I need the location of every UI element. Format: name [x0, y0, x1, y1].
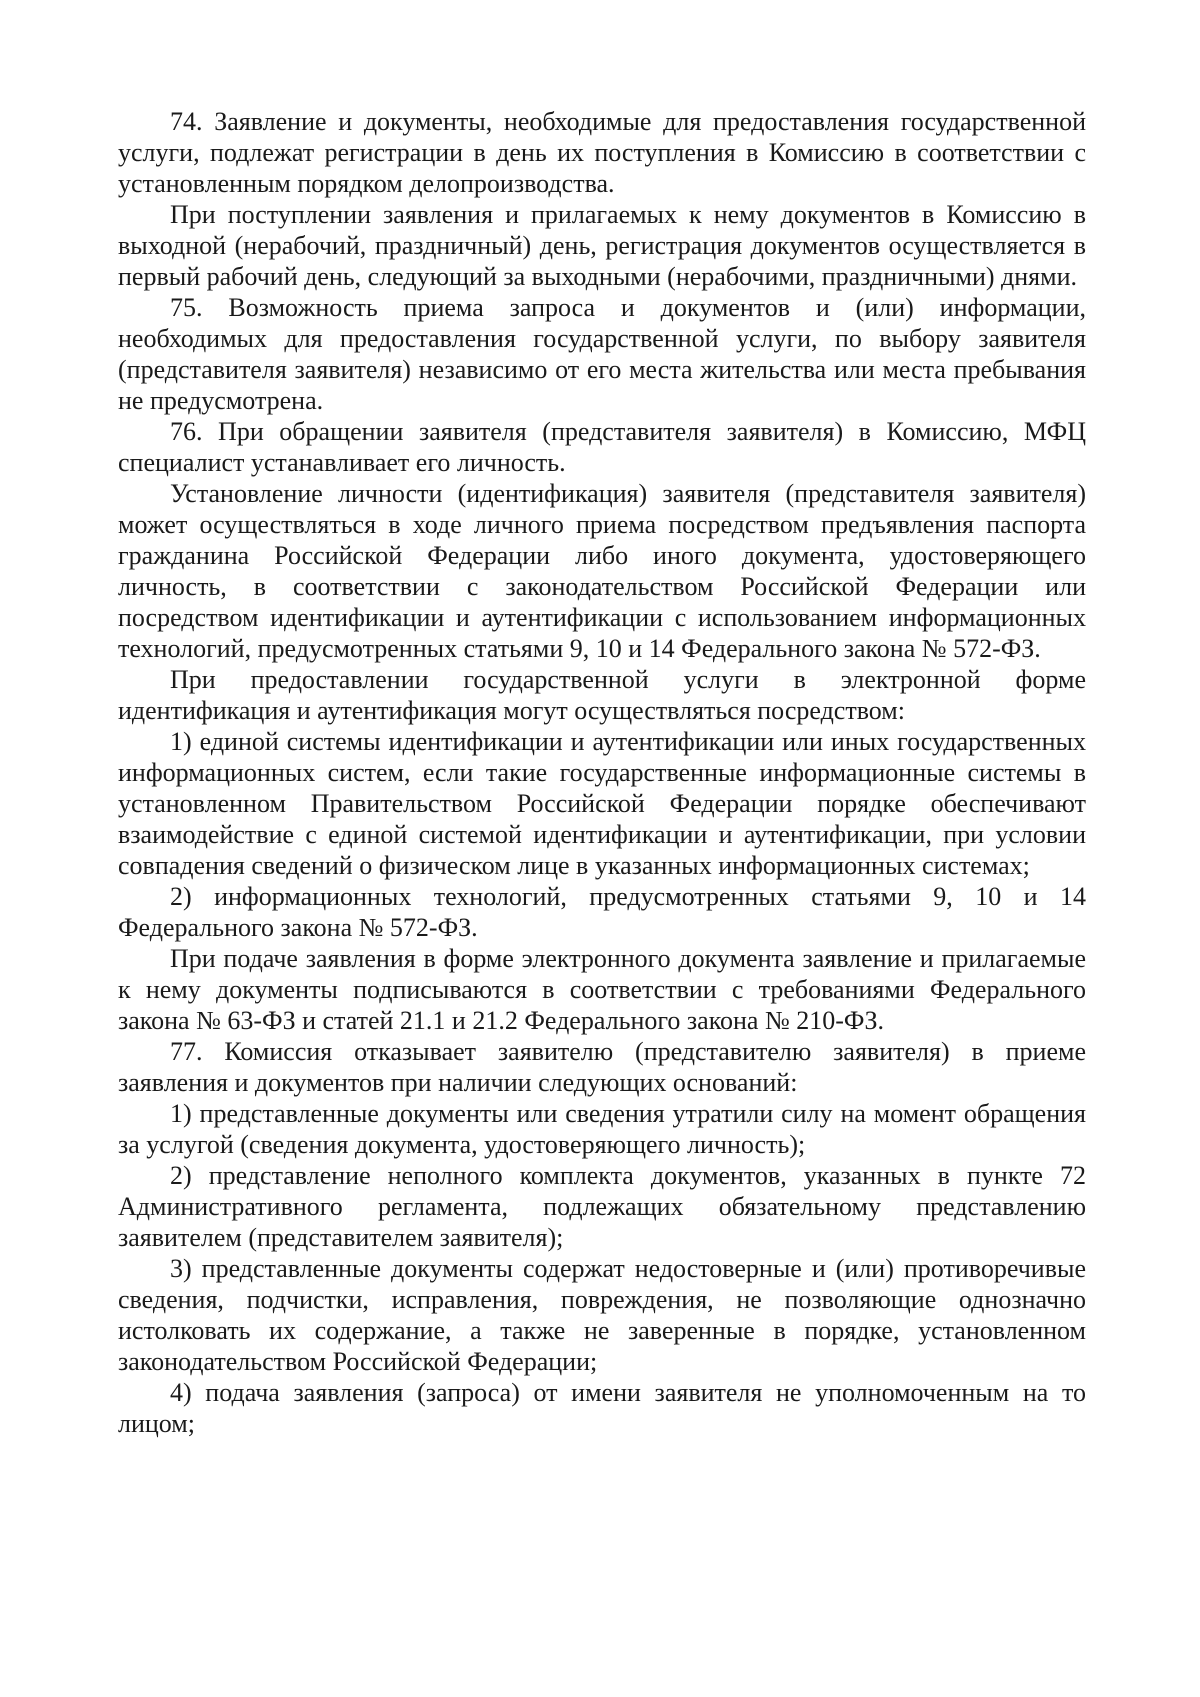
- paragraph-76-electronic-form: При предоставлении государственной услуги в электронной форме идентификация и аутентификация могут осуществляться посредством:: [118, 665, 1086, 725]
- paragraph-75: 75. Возможность приема запроса и документов и (или) информации, необходимых для предоставления государственной услуги, по выбору заявителя (представителя заявителя) независимо от его места жительства или места пребывания не предусмотрена.: [118, 293, 1086, 415]
- paragraph-74: 74. Заявление и документы, необходимые для предоставления государственной услуги, подлежат регистрации в день их поступления в Комиссию в соответствии с установленным порядком делопроизводства.: [118, 107, 1086, 198]
- document-page: [118, 106, 1086, 1439]
- list-item-1-esia: 1) единой системы идентификации и аутентификации или иных государственных информационных систем, если такие государственные информационные системы в установленном Правительством Российской Федерации порядке обеспечивают взаимодействие с единой системой идентификации и аутентификации, при условии совпадения сведений о физическом лице в указанных информационных системах;: [118, 727, 1086, 880]
- refusal-ground-3: 3) представленные документы содержат недостоверные и (или) противоречивые сведения, подчистки, исправления, повреждения, не позволяющие однозначно истолковать их содержание, а также не заверенные в порядке, установленном законодательством Российской Федерации;: [118, 1254, 1086, 1376]
- paragraph-77: 77. Комиссия отказывает заявителю (представителю заявителя) в приеме заявления и документов при наличии следующих оснований:: [118, 1037, 1086, 1097]
- paragraph-74-weekend-registration: При поступлении заявления и прилагаемых к нему документов в Комиссию в выходной (нерабочий, праздничный) день, регистрация документов осуществляется в первый рабочий день, следующий за выходными (нерабочими, праздничными) днями.: [118, 200, 1086, 291]
- refusal-ground-1: 1) представленные документы или сведения утратили силу на момент обращения за услугой (сведения документа, удостоверяющего личность);: [118, 1099, 1086, 1159]
- refusal-ground-2: 2) представление неполного комплекта документов, указанных в пункте 72 Административного регламента, подлежащих обязательному представлению заявителем (представителем заявителя);: [118, 1161, 1086, 1252]
- paragraph-76: 76. При обращении заявителя (представителя заявителя) в Комиссию, МФЦ специалист устанавливает его личность.: [118, 417, 1086, 477]
- refusal-ground-4: 4) подача заявления (запроса) от имени заявителя не уполномоченным на то лицом;: [118, 1378, 1086, 1438]
- paragraph-76-identification: Установление личности (идентификация) заявителя (представителя заявителя) может осуществляться в ходе личного приема посредством предъявления паспорта гражданина Российской Федерации либо иного документа, удостоверяющего личность, в соответствии с законодательством Российской Федерации или посредством идентификации и аутентификации с использованием информационных технологий, предусмотренных статьями 9, 10 и 14 Федерального закона № 572-ФЗ.: [118, 479, 1086, 663]
- paragraph-76-signature: При подаче заявления в форме электронного документа заявление и прилагаемые к нему документы подписываются в соответствии с требованиями Федерального закона № 63-ФЗ и статей 21.1 и 21.2 Федерального закона № 210-ФЗ.: [118, 944, 1086, 1035]
- list-item-2-it: 2) информационных технологий, предусмотренных статьями 9, 10 и 14 Федерального закона № 572-ФЗ.: [118, 882, 1086, 942]
